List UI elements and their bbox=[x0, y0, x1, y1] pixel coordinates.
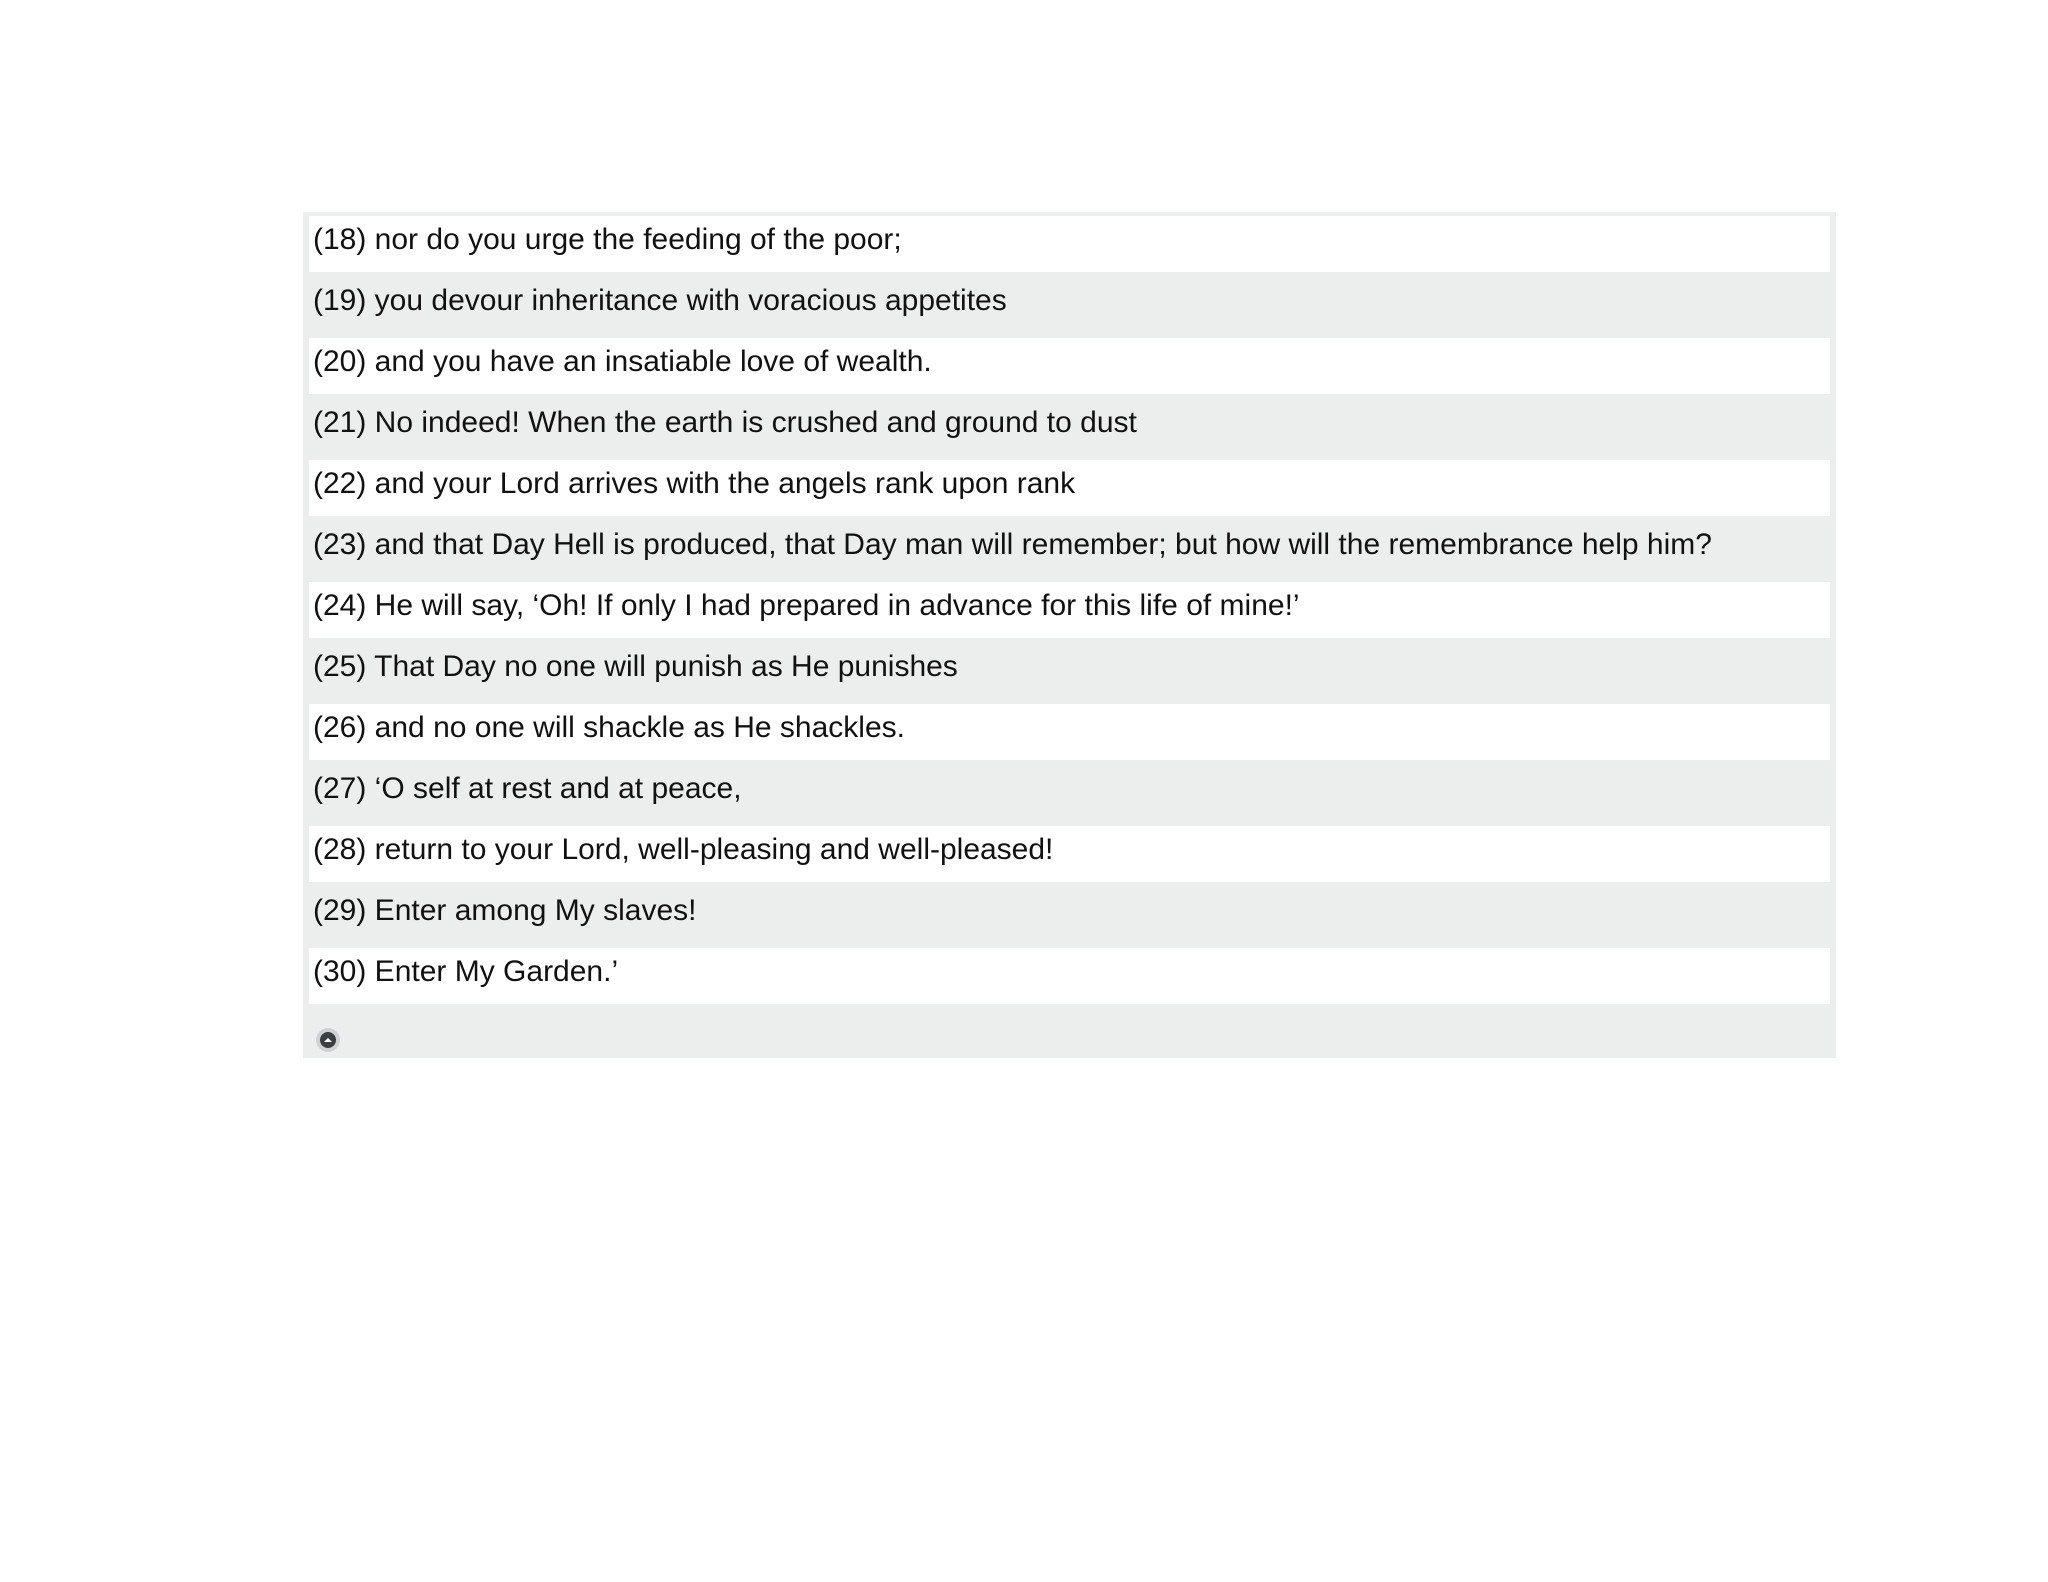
verse-row: (18) nor do you urge the feeding of the poor; bbox=[309, 216, 1830, 272]
verse-list bbox=[309, 216, 1830, 1004]
verse-row: (30) Enter My Garden.’ bbox=[309, 948, 1830, 1004]
verse-row: (28) return to your Lord, well-pleasing and well-pleased! bbox=[309, 826, 1830, 882]
chevron-up-icon bbox=[320, 1032, 336, 1048]
verse-row: (25) That Day no one will punish as He punishes bbox=[309, 643, 1830, 704]
verse-row: (26) and no one will shackle as He shackles. bbox=[309, 704, 1830, 760]
verse-row: (23) and that Day Hell is produced, that Day man will remember; but how will the remembrance help him? bbox=[309, 521, 1830, 582]
scroll-top-button[interactable] bbox=[316, 1028, 340, 1052]
verse-row: (22) and your Lord arrives with the angels rank upon rank bbox=[309, 460, 1830, 516]
chevron-up-glyph bbox=[323, 1036, 333, 1044]
verse-row: (21) No indeed! When the earth is crushed and ground to dust bbox=[309, 399, 1830, 460]
verse-panel bbox=[303, 212, 1836, 1058]
verse-row: (19) you devour inheritance with voracious appetites bbox=[309, 277, 1830, 338]
panel-footer bbox=[309, 1009, 1830, 1069]
verse-row: (20) and you have an insatiable love of wealth. bbox=[309, 338, 1830, 394]
verse-row: (24) He will say, ‘Oh! If only I had prepared in advance for this life of mine!’ bbox=[309, 582, 1830, 638]
verse-row: (29) Enter among My slaves! bbox=[309, 887, 1830, 948]
verse-row: (27) ‘O self at rest and at peace, bbox=[309, 765, 1830, 826]
